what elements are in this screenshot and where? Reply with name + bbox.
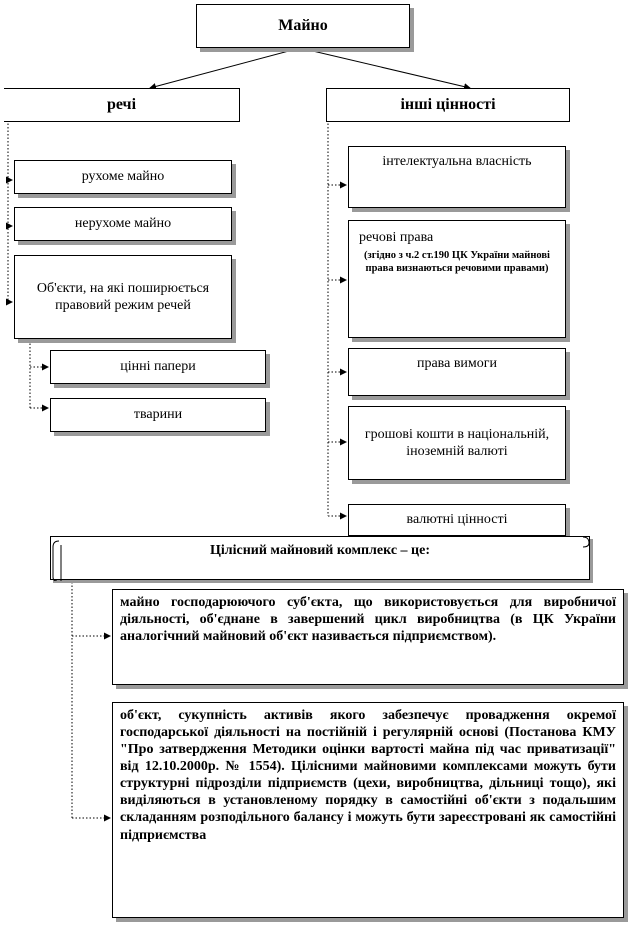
movable-property-label: рухоме майно	[81, 169, 165, 185]
immovable-property-box	[14, 207, 232, 241]
other-values-header-box	[326, 88, 570, 122]
complex-definition-1: майно господарюючого суб'єкта, що використовується для виробничої діяльності, об'єднане в завершений цикл виробництва (в ЦК України аналогічний майновий об'єкт називається підприємством).	[120, 595, 616, 645]
securities-label: цінні папери	[120, 359, 196, 375]
property-rights-box	[348, 220, 566, 338]
movable-property-box	[14, 160, 232, 194]
objects-thing-regime-box	[14, 255, 232, 339]
property-rights-label: речові права	[359, 230, 434, 245]
complex-definition-2-box	[112, 702, 624, 918]
claim-rights-label: права вимоги	[416, 356, 498, 371]
animals-label: тварини	[133, 407, 183, 423]
complex-definition-1-box	[112, 589, 624, 685]
complex-title-banner	[50, 536, 590, 580]
complex-title: Цілісний майновий комплекс – це:	[209, 543, 430, 558]
property-rights-note: (згідно з ч.2 ст.190 ЦК України майнові права визнаються речовими правами)	[364, 249, 550, 275]
money-box	[348, 406, 566, 480]
objects-thing-regime-label: Об'єкти, на які поширюється правовий режим речей	[36, 280, 210, 313]
intellectual-property-label: інтелектуальна власність	[382, 154, 532, 169]
intellectual-property-box	[348, 146, 566, 208]
other-values-header-label: інші цінності	[400, 96, 496, 113]
things-header-label: речі	[106, 96, 137, 113]
currency-values-box	[348, 504, 566, 536]
complex-definition-2: об'єкт, сукупність активів якого забезпечує провадження окремої господарської діяльності на постійній і регулярній основі (Постанова КМУ "Про затвердження Методики оцінки вартості майна під час приватизації" від 12.10.2000р. № 1554). Цілісними майновими комплексами можуть бути структурні підрозділи підприємств (цехи, виробництва, дільниці тощо), які виділяються в установленому порядку в самостійні об'єкти з подальшим складанням розподільного балансу і можуть бути зареєстровані як самостійні підприємства	[120, 708, 616, 843]
things-header-box	[4, 88, 240, 122]
root-box	[196, 4, 410, 48]
root-label: Майно	[278, 17, 328, 34]
immovable-property-label: нерухоме майно	[74, 216, 172, 232]
money-label: грошові кошти в національній, іноземній валюті	[364, 426, 550, 459]
claim-rights-box	[348, 348, 566, 396]
animals-box	[50, 398, 266, 432]
securities-box	[50, 350, 266, 384]
currency-values-label: валютні цінності	[406, 512, 508, 528]
arrow-root-to-other-values	[300, 48, 470, 88]
arrow-root-to-things	[150, 48, 300, 88]
